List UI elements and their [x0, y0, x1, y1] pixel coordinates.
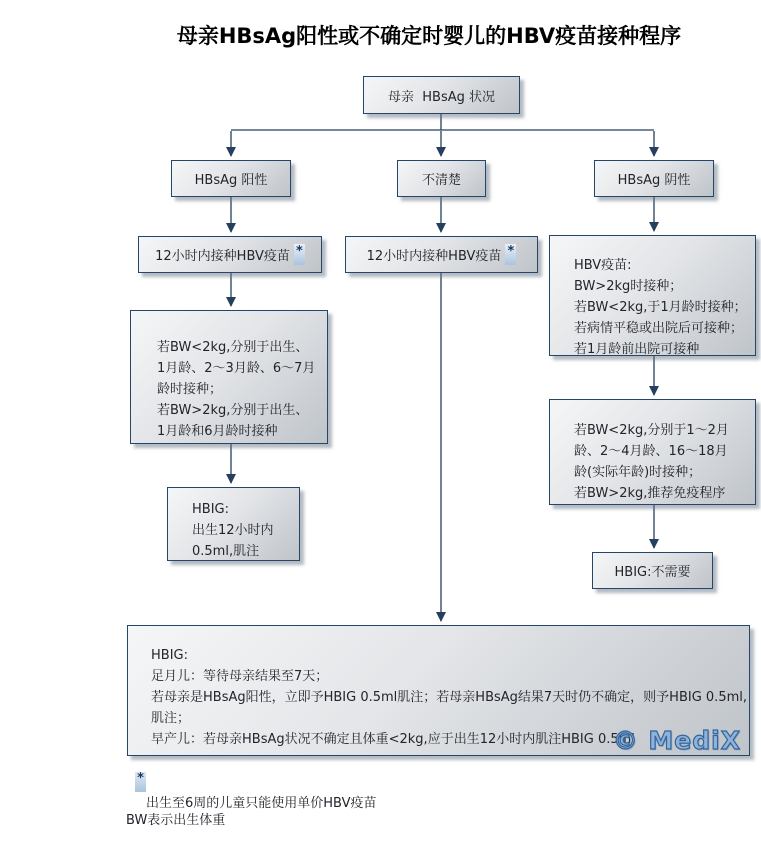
node-hbig-not-needed: [592, 552, 713, 589]
node-text-line: 龄时接种；: [157, 382, 223, 397]
node-label: 不清楚: [421, 173, 461, 188]
node-text-line: 若BW<2kg,于1月龄时接种；: [574, 300, 747, 315]
node-text-line: 若病情平稳或出院后可接种；: [574, 321, 744, 336]
node-text-line: 1月龄和6月龄时接种: [157, 424, 278, 439]
node-text-line: 0.5ml,肌注: [192, 544, 260, 559]
node-text-line: 肌注；: [151, 711, 191, 726]
footnote-asterisk-marker: *: [135, 772, 146, 792]
footnote-bw-definition: BW表示出生体重: [126, 813, 226, 828]
page-title: 母亲HBsAg阳性或不确定时婴儿的HBV疫苗接种程序: [176, 24, 682, 48]
node-text-line: 龄、2～4月龄、16～18月: [574, 444, 728, 459]
node-text-line: 若1月龄前出院可接种: [574, 342, 700, 357]
node-text-line: 若BW>2kg,推荐免疫程序: [574, 486, 726, 501]
node-label: 12小时内接种HBV疫苗: [155, 249, 290, 264]
node-text-line: 若母亲是HBsAg阳性，立即予HBIG 0.5ml肌注；若母亲HBsAg结果7天时仍不确定，则予HBIG 0.5ml,: [151, 690, 747, 705]
node-text-line: HBIG:: [192, 502, 229, 517]
node-label: HBIG:不需要: [614, 565, 691, 580]
node-text-line: 足月儿：等待母亲结果至7天；: [151, 669, 329, 684]
node-vaccinate-12h-left: [138, 236, 322, 273]
asterisk-footnote-marker: *: [505, 244, 516, 265]
node-label: HBsAg 阳性: [194, 173, 268, 188]
node-unclear: [397, 160, 486, 197]
node-text-line: 早产儿：若母亲HBsAg状况不确定且体重<2kg,应于出生12小时内肌注HBIG 0.5ml: [151, 732, 635, 747]
node-hbsag-positive: [171, 160, 291, 197]
medix-watermark: © MediX: [612, 726, 741, 755]
node-text-line: HBIG:: [151, 648, 188, 663]
node-text-line: 若BW>2kg,分别于出生、: [157, 403, 309, 418]
footnote-monovalent-vaccine-note: 出生至6周的儿童只能使用单价HBV疫苗: [146, 796, 377, 811]
node-text-line: 龄(实际年龄)时接种；: [574, 465, 702, 480]
node-mother-hbsag-status: [363, 76, 520, 114]
node-text-line: 若BW<2kg,分别于出生、: [157, 340, 309, 355]
node-text-line: BW>2kg时接种；: [574, 279, 683, 294]
node-text-line: 若BW<2kg,分别于1～2月: [574, 423, 729, 438]
node-bw-schedule-right: [549, 399, 756, 505]
node-label: HBsAg 阴性: [617, 173, 691, 188]
node-bw-schedule-left: [130, 310, 328, 444]
node-hbig-left: [167, 487, 300, 561]
node-label: 12小时内接种HBV疫苗: [366, 249, 502, 264]
node-hbv-vaccine-right: [549, 235, 756, 356]
node-label: 母亲 HBsAg 状况: [387, 89, 495, 105]
node-hbig-bottom: [127, 625, 750, 756]
node-vaccinate-12h-mid: [345, 236, 538, 273]
node-text-line: 出生12小时内: [192, 523, 274, 538]
node-text-line: HBV疫苗:: [574, 258, 632, 273]
node-hbsag-negative: [594, 160, 714, 197]
asterisk-footnote-marker: *: [294, 244, 305, 265]
node-text-line: 1月龄、2～3月龄、6～7月: [157, 361, 316, 376]
